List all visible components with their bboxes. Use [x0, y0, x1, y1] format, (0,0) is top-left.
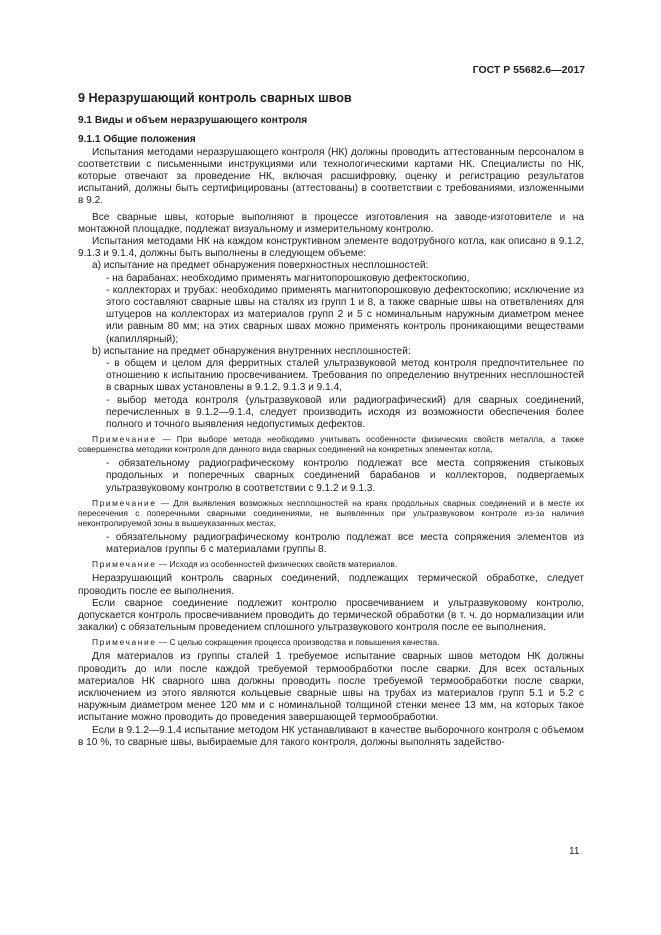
note-label: Примечание: [92, 497, 157, 508]
subsubsection-title: 9.1.1 Общие положения: [78, 134, 196, 146]
paragraph: Испытания методами неразрушающего контроля (НК) должны проводить аттестованным персоналом в соответствии с письменными инструкциями или технологическими картами НК. Специалисты по НК, которые отвечают за проведение НК, включая расшифровку, оценку и регистрацию результатов испытаний, должны быть сертифицированы (аттестованы) в соответствии с требованиями, изложенными в 9.2.: [78, 146, 584, 207]
note: [78, 434, 584, 454]
section-title: 9 Неразрушающий контроль сварных швов: [78, 91, 352, 105]
note-label: Примечание: [92, 637, 157, 648]
list-subitem: - коллекторах и трубах: необходимо применять магнитопорошковую дефектоскопию; исключение из этого составляют сварные швы на сталях из групп 1 и 8, а также сварные швы на ответвлениях для штуцеров на коллекторах из материалов групп 2 и 5 с номинальным наружным диаметром менее или равным 80 мм; на этих сварных швах можно применять контроль проникающими веществами (капиллярный);: [106, 284, 584, 345]
paragraph: Все сварные швы, которые выполняют в процессе изготовления на заводе-изготовителе и на монтажной площадке, подлежат визуальному и измерительному контролю.: [78, 211, 584, 235]
page-content: [78, 92, 584, 749]
note-label: Примечание: [92, 559, 157, 570]
note-label: Примечание: [92, 434, 157, 445]
document-code-header: ГОСТ Р 55682.6—2017: [472, 64, 585, 76]
list-item-b: b) испытание на предмет обнаружения внутренних несплошностей:: [92, 345, 411, 357]
list-item-a: a) испытание на предмет обнаружения поверхностных несплошностей:: [92, 260, 429, 272]
paragraph: Если в 9.1.2—9.1.4 испытание методом НК устанавливают в качестве выборочного контроля с объемом в 10 %, то сварные швы, выбираемые для такого контроля, должны выполнять задейство-: [78, 724, 584, 748]
list-subitem: - на барабанах: необходимо применять магнитопорошковую дефектоскопию,: [106, 272, 470, 284]
list-subitem: - выбор метода контроля (ультразвуковой или радиографический) для сварных соединений, перечисленных в 9.1.2—9.1.4, следует производить исходя из возможности обеспечения более полного и точного выявления недопустимых дефектов.: [106, 394, 584, 431]
paragraph: Неразрушающий контроль сварных соединений, подлежащих термической обработке, следует проводить после ее выполнения.: [78, 573, 584, 597]
page-number: 11: [569, 846, 580, 857]
paragraph: Испытания методами НК на каждом конструктивном элементе водотрубного котла, как описано в 9.1.2, 9.1.3 и 9.1.4, должны быть выполнены в следующем объеме:: [78, 236, 584, 260]
note-text: — С целью сокращения процесса производства и повышения качества.: [158, 637, 440, 648]
paragraph: Для материалов из группы сталей 1 требуемое испытание сварных швов методом НК должны проводить до или после каждой требуемой термообработки после сварки. Для всех остальных материалов НК сварного шва должны проводить после требуемой термообработки после сварки, исключением из этого являются кольцевые сварные швы на трубах из материалов групп 5.1 и 5.2 с наружным диаметром менее 120 мм и с номинальной толщиной стенки менее 13 мм, на которых такое испытание можно проводить до проведения завершающей термообработки.: [78, 651, 584, 724]
note: [78, 498, 584, 528]
subsection-title: 9.1 Виды и объем неразрушающего контроля: [78, 115, 308, 127]
paragraph: Если сварное соединение подлежит контролю просвечиванием и ультразвуковому контролю, допускается контроль просвечиванием проводить до термической обработки (в т. ч. до нормализации или закалки) с обязательным проведением сплошного ультразвукового контроля после ее выполнения.: [78, 597, 584, 634]
note: [78, 637, 584, 647]
list-subitem: - в общем и целом для ферритных сталей ультразвуковой метод контроля предпочтительнее по отношению к испытанию просвечиванием. Требования по определению внутренних несплошностей в сварных швах установлены в 9.1.2, 9.1.3 и 9.1.4,: [106, 358, 584, 394]
note-text: — Для выявления возможных несплошностей на краях продольных сварных соединений и в месте их пересечения с поперечными сварными соединениями, не выявленных при ультразвуковом контроле из-за наличия неконтролируемой зоны в вышеуказанных местах,: [78, 497, 585, 528]
list-subitem: - обязательному радиографическому контролю подлежат все места сопряжения элементов из материалов группы 6 с материалами группы 8.: [106, 531, 584, 556]
note: [78, 559, 584, 569]
note-text: — Исходя из особенностей физических свойств материалов.: [158, 559, 398, 570]
list-subitem: - обязательному радиографическому контролю подлежат все места сопряжения стыковых продольных и поперечных сварных соединений барабанов и коллекторов, подвергаемых ультразвуковому контролю в соответствии с 9.1.2 и 9.1.3.: [106, 458, 584, 494]
note-text: — При выборе метода необходимо учитывать особенности физических свойств металла, а также совершенства методики контроля для данного вида сварных соединений на конкретных элементах котла,: [78, 434, 584, 455]
